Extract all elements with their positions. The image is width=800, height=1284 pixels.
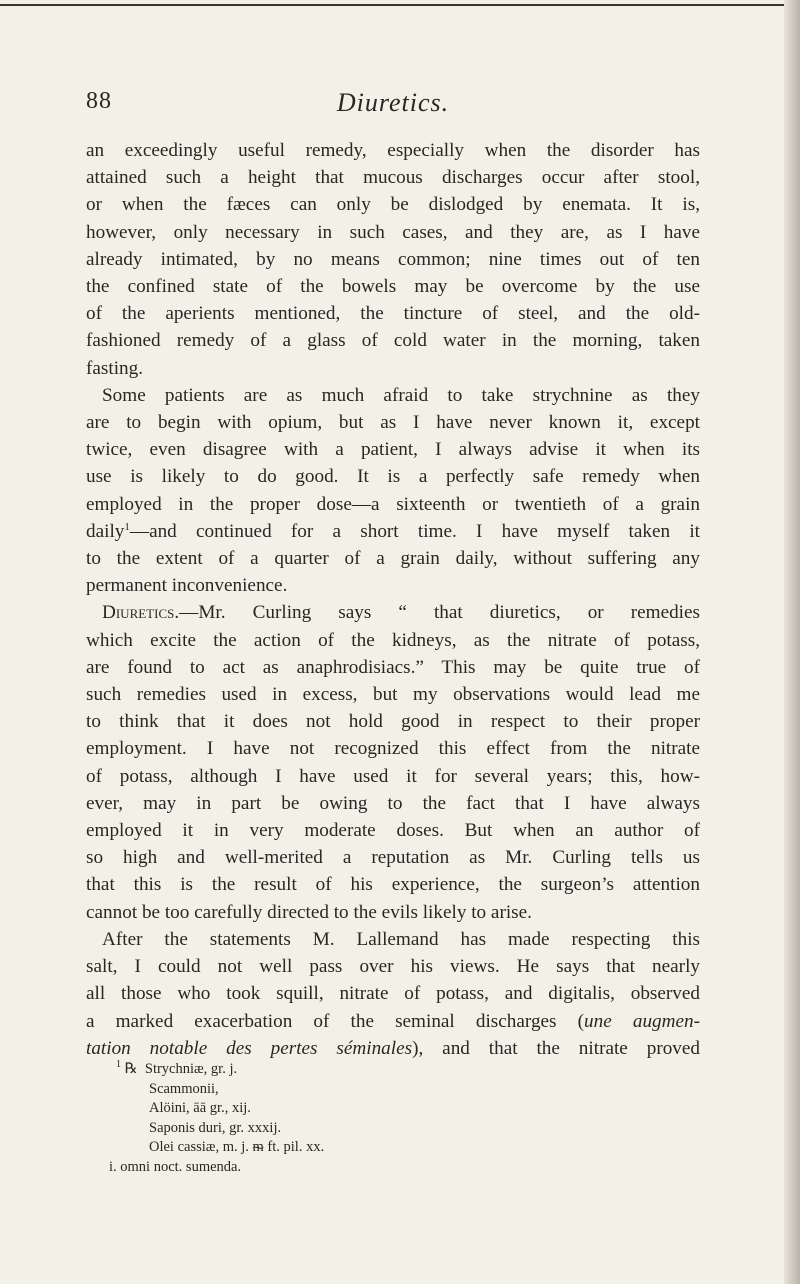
text-line: salt, I could not well pass over his views. He says that nearly [86,956,700,978]
body-text [86,137,700,1062]
text-line: which excite the action of the kidneys, as the nitrate of potass, [86,629,700,651]
text-line: so high and well-merited a reputation as Mr. Curling tells us [86,847,700,869]
text-line: the confined state of the bowels may be overcome by the use [86,276,700,298]
text-line: all those who took squill, nitrate of potass, and digitalis, observed [86,983,700,1005]
footnote-line: i. omni noct. sumenda. [109,1158,242,1175]
page-edge-shadow [784,0,800,1284]
recipe-symbol: ℞ [124,1061,138,1077]
text-line: fasting. [86,357,144,379]
text-run: daily [86,520,125,542]
text-line: twice, even disagree with a patient, I always advise it when its [86,439,700,461]
text-line: to think that it does not hold good in respect to their proper [86,711,700,733]
footnote-line [116,1060,696,1080]
text-line: cannot be too carefully directed to the evils likely to arise. [86,901,532,923]
text-line: to the extent of a quarter of a grain daily, without suffering any [86,548,700,570]
footnote-reference: 1 [124,520,130,533]
page-number: 88 [86,88,112,114]
text-line [86,1008,700,1035]
text-line: ever, may in part be owing to the fact that I have always [86,792,700,814]
running-head: Diuretics. [336,88,450,117]
footnote [109,1059,696,1178]
text-line: or when the fæces can only be dislodged by enemata. It is, [86,194,700,216]
footnote-line: Scammonii, [149,1080,219,1097]
text-run: —Mr. Curling says “ that diuretics, or remedies [179,602,700,624]
text-run: —and continued for a short time. I have myself taken it [129,520,700,542]
text-line: of potass, although I have used it for several years; this, how- [86,765,700,787]
footnote-line: Alöini, āā gr., xij. [149,1100,251,1117]
text-line: permanent inconvenience. [86,575,288,597]
text-line: attained such a height that mucous discharges occur after stool, [86,167,700,189]
text-line: Some patients are as much afraid to take strychnine as they [102,384,700,406]
text-run: a marked exacerbation of the seminal discharges ( [86,1010,585,1032]
text-line: such remedies used in excess, but my observations would lead me [86,684,700,706]
text-line: employment. I have not recognized this effect from the nitrate [86,738,700,760]
text-line: already intimated, by no means common; nine times out of ten [86,248,700,270]
page-header [86,88,700,120]
text-line: After the statements M. Lallemand has made respecting this [102,928,700,950]
text-line [86,1035,700,1062]
text-line: are to begin with opium, but as I have never known it, except [86,412,700,434]
footnote-line: Olei cassiæ, m. j. ᵯ ft. pil. xx. [149,1139,325,1156]
footnote-text: Strychniæ, gr. j. [144,1061,238,1077]
text-run: ), and that the nitrate proved [412,1037,701,1059]
footnote-marker: 1 [116,1059,121,1070]
top-rule [0,4,800,6]
text-line: an exceedingly useful remedy, especially when the disorder has [86,140,700,161]
text-line [86,599,700,626]
text-line: use is likely to do good. It is a perfectly safe remedy when [86,466,700,488]
text-line: fashioned remedy of a glass of cold water in the morning, taken [86,330,700,352]
text-line: that this is the result of his experience, the surgeon’s attention [86,874,700,896]
italic-quote: tation notable des pertes séminales [86,1037,413,1059]
section-heading: Diuretics. [102,602,180,624]
text-line [86,518,700,545]
text-line: of the aperients mentioned, the tincture of steel, and the old- [86,303,700,325]
italic-quote: une augmen- [584,1010,700,1032]
text-line: are found to act as anaphrodisiacs.” This may be quite true of [86,656,700,678]
text-line: however, only necessary in such cases, and they are, as I have [86,221,700,243]
footnote-line: Saponis duri, gr. xxxij. [149,1119,282,1136]
text-line: employed it in very moderate doses. But when an author of [86,820,700,842]
text-line: employed in the proper dose—a sixteenth or twentieth of a grain [86,493,700,515]
